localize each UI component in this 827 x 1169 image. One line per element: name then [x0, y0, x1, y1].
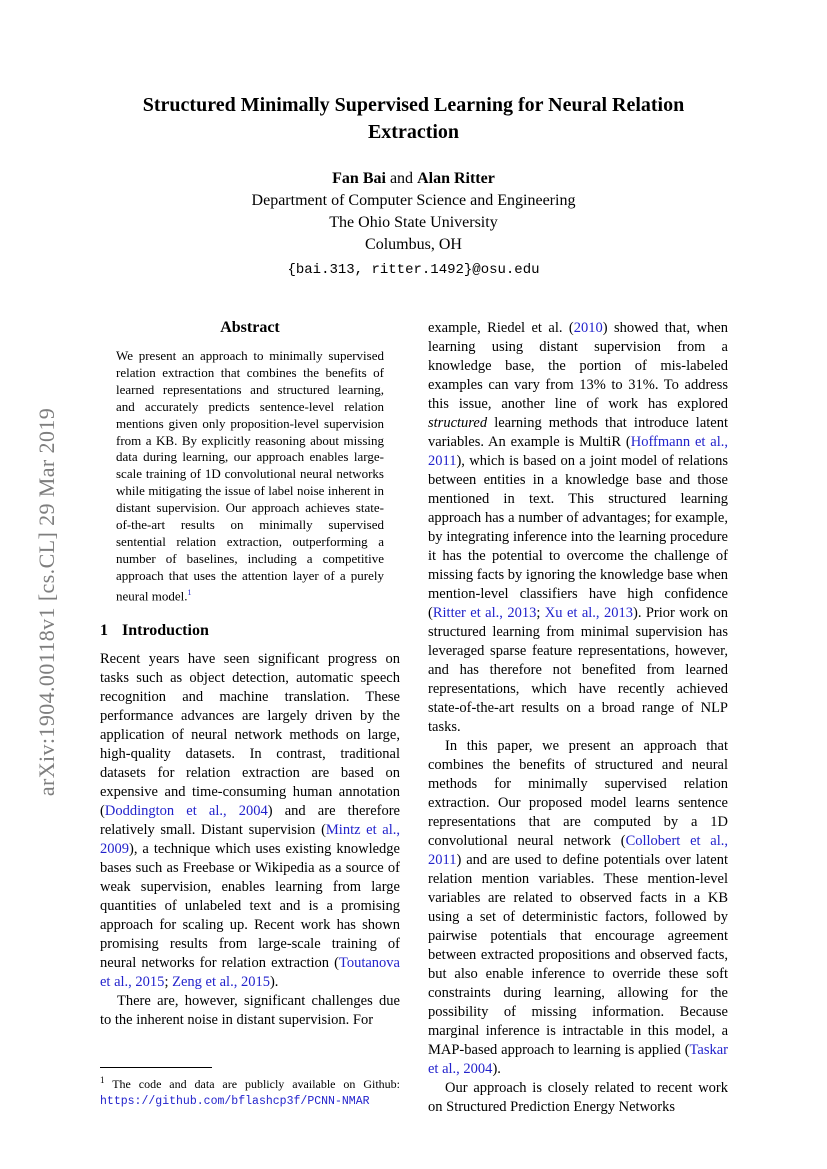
footnote-text: [100, 1073, 400, 1109]
left-column: [100, 319, 400, 1109]
intro-paragraph: [428, 319, 728, 737]
text-segment: and: [385, 170, 418, 187]
text-segment: example, Riedel et al. (: [428, 320, 574, 336]
footnote-marker: 1: [100, 1075, 105, 1085]
affiliation-university: The Ohio State University: [329, 214, 498, 231]
text-segment: ), which is based on a joint model of relations between entities in a knowledge base and those mentioned in text. This structured learning approach has a number of advantages; for example, by integrating inference into the learning procedure it has the potential to overcome the challenge of missing facts by ignoring the knowledge base when mention-level classifiers have high confidence (: [428, 453, 729, 621]
text-segment: ) showed that, when learning using distant supervision from a knowledge base, the portion of mis-labeled examples can vary from 13% to 31%. To address this issue, another line of work has explored: [428, 320, 728, 412]
paper-content: [100, 0, 729, 1115]
text-segment: ). Prior work on structured learning from minimal supervision has leveraged sparse feature representations, however, and has therefore not benefited from learned representations, which have recently achieved state-of-the-art results on a broad range of NLP tasks.: [428, 605, 729, 735]
citation-link[interactable]: Mintz et al., 2009: [100, 821, 400, 857]
text-segment: ;: [164, 973, 173, 990]
citation-link[interactable]: Doddington et al., 2004: [104, 802, 268, 819]
abstract-text: [100, 348, 400, 605]
citation-link[interactable]: Ritter et al., 2013: [432, 605, 537, 621]
footnote-block: [100, 1059, 400, 1109]
citation-link[interactable]: Hoffmann et al., 2011: [428, 434, 728, 469]
text-segment: Recent years have seen significant progress on tasks such as object detection, automatic speech recognition and machine translation. These performance advances are largely driven by the application of neural network methods on large, high-quality datasets. In contrast, traditional datasets for relation extraction are based on expensive and time-consuming human annotation (: [100, 650, 400, 819]
text-segment: Alan Ritter: [417, 170, 495, 187]
author-line: [100, 168, 727, 190]
citation-link[interactable]: Collobert et al., 2011: [428, 833, 729, 868]
text-segment: ), a technique which uses existing knowledge bases such as Freebase or Wikipedia as a source of weak supervision, enables learning from large quantities of unlabeled text and is a promising approach for scaling up. Recent work has shown promising results from large-scale training of neural networks for relation extraction (: [100, 840, 400, 971]
text-segment: ).: [492, 1061, 501, 1077]
abstract-heading: Abstract: [220, 319, 280, 336]
section-heading-introduction: [100, 622, 400, 640]
citation-link[interactable]: Xu et al., 2013: [544, 605, 633, 621]
intro-paragraph: [428, 1079, 728, 1117]
text-segment: Our approach is closely related to recent work on Structured Prediction Energy Networks: [428, 1080, 728, 1115]
affiliation-city: Columbus, OH: [365, 236, 462, 253]
intro-paragraph: [100, 992, 400, 1030]
text-segment: structured: [428, 415, 488, 431]
text-segment: ;: [536, 605, 545, 621]
footnote-rule: [100, 1067, 212, 1068]
author-email: {bai.313, ritter.1492}@osu.edu: [287, 262, 540, 278]
intro-paragraph: [428, 737, 728, 1079]
two-column-body: [100, 319, 729, 1115]
text-segment: There are, however, significant challenges due to the inherent noise in distant supervision. For: [100, 992, 400, 1028]
text-segment: In this paper, we present an approach that combines the benefits of structured and neural methods for minimally supervised relation extraction. Our proposed model learns sentence representations that are computed by a 1D convolutional neural network (: [428, 738, 728, 849]
text-segment: The code and data are publicly available on Github:: [112, 1077, 400, 1091]
affiliation-department: Department of Computer Science and Engineering: [251, 192, 576, 209]
text-segment: ).: [269, 973, 279, 990]
intro-paragraph: [100, 650, 400, 992]
url-link[interactable]: https://github.com/bflashcp3f/PCNN-NMAR: [100, 1094, 370, 1108]
text-segment: ) and are used to define potentials over latent relation mention variables. These mention-level variables are related to observed facts in a KB using a set of deterministic factors, followed by pairwise potentials that encourage agreement between extracted propositions and observed facts, but also enable inference to override these soft constraints during learning, allowing for the possibility of missing information. Because marginal inference is intractable in this model, a MAP-based approach to learning is applied (: [428, 852, 728, 1058]
text-segment: learning methods that introduce latent variables. An example is MultiR (: [428, 415, 728, 450]
arxiv-watermark: arXiv:1904.00118v1 [cs.CL] 29 Mar 2019: [34, 407, 59, 797]
citation-link[interactable]: 2010: [573, 320, 603, 336]
paper-title: Structured Minimally Supervised Learning for Neural Relation Extraction: [142, 94, 685, 143]
text-segment: Fan Bai: [332, 170, 386, 187]
section-title: Introduction: [122, 621, 209, 639]
citation-link[interactable]: Zeng et al., 2015: [172, 973, 270, 990]
text-segment: ) and are therefore relatively small. Distant supervision (: [100, 802, 400, 838]
footnote-marker-link[interactable]: 1: [187, 587, 192, 597]
section-number: 1: [100, 621, 108, 639]
citation-link[interactable]: Taskar et al., 2004: [428, 1042, 728, 1077]
text-segment: We present an approach to minimally supervised relation extraction that combines the benefits of learned representations and structured learning, and accurately predicts sentence-level relation mentions given only proposition-level supervision from a KB. By explicitly reasoning about missing data during learning, our approach enables large-scale training of 1D convolutional neural networks while mitigating the issue of label noise inherent in distant supervision. Our approach achieves state-of-the-art results on minimally supervised sentential relation extraction, outperforming a number of baselines, including a competitive approach that uses the attention layer of a purely neural model.: [116, 348, 384, 604]
citation-link[interactable]: Toutanova et al., 2015: [100, 954, 400, 990]
right-column: [428, 319, 729, 1115]
footnote-body: [100, 1077, 400, 1107]
